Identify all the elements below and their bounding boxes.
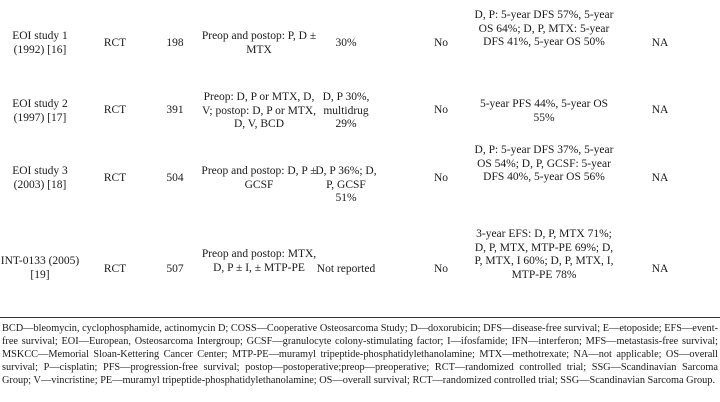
table-bottom-rule (0, 317, 720, 318)
regimen-cell: Preop: D, P or MTX, D, V; postop: D, P or MTX, D, V, BCD (201, 91, 317, 130)
patients-cell: 391 (166, 104, 184, 116)
response-cell: Not reported (316, 263, 376, 275)
outcome-cell: 5-year PFS 44%, 5-year OS 55% (479, 98, 609, 124)
design-cell: RCT (103, 104, 127, 116)
study-cell: EOI study 1 (1992) [16] (12, 30, 68, 56)
flag-cell: No (433, 37, 449, 49)
study-cell: EOI study 2 (1997) [17] (12, 98, 68, 124)
abbreviations-footnote: BCD—bleomycin, cyclophosphamide, actinomycin D; COSS—Cooperative Osteosarcoma Study; D—doxorubicin; DFS—disease-free survival; E—etoposide; EFS—event-free survival; EOI—European, Osteosarcoma Intergroup; GCSF—granulocyte colony-stimulating factor; I—ifosfamide; IFN—interferon; MFS—metastasis-free survival; MSKCC—Memorial Sloan-Kettering Cancer Center; MTP-PE—muramyl tripeptide-phosphatidylethanolamine; MTX—methotrexate; NA—not applicable; OS—overall survival; P—cisplatin; PFS—progression-free survival; postop—postoperative;preop—preoperative; RCT—randomized controlled trial; SSG—Scandinavian Sarcoma Group; V—vincristine; PE—muramyl tripeptide-phosphatidylethanolamine; OS—overall survival; RCT—randomized controlled trial; SSG—Scandinavian Sarcoma Group. (2, 323, 718, 386)
other-cell: NA (651, 37, 669, 49)
other-cell: NA (651, 104, 669, 116)
flag-cell: No (433, 263, 449, 275)
response-cell: D, P 36%; D, P, GCSF 51% (315, 165, 377, 204)
outcome-cell: 3-year EFS: D, P, MTX 71%; D, P, MTX, MTP-PE 69%; D, P, MTX, I 60%; D, P, MTX, I, MTP-PE 78% (474, 228, 614, 281)
study-cell: EOI study 3 (2003) [18] (12, 165, 68, 191)
patients-cell: 198 (166, 37, 184, 49)
regimen-cell: Preop and postop: MTX, D, P ± I, ± MTP-PE (201, 248, 317, 274)
other-cell: NA (651, 263, 669, 275)
patients-cell: 507 (166, 263, 184, 275)
response-cell: D, P 30%, multidrug 29% (322, 91, 370, 130)
response-cell: 30% (335, 37, 357, 49)
design-cell: RCT (103, 37, 127, 49)
outcome-cell: D, P: 5-year DFS 37%, 5-year OS 54%; D, P, GCSF: 5-year DFS 40%, 5-year OS 56% (474, 144, 614, 183)
design-cell: RCT (103, 263, 127, 275)
study-cell: INT-0133 (2005) [19] (0, 255, 80, 281)
flag-cell: No (433, 104, 449, 116)
design-cell: RCT (103, 172, 127, 184)
regimen-cell: Preop and postop: P, D ± MTX (201, 30, 317, 56)
flag-cell: No (433, 172, 449, 184)
patients-cell: 504 (166, 172, 184, 184)
regimen-cell: Preop and postop: D, P ± GCSF (201, 165, 317, 191)
other-cell: NA (651, 172, 669, 184)
outcome-cell: D, P: 5-year DFS 57%, 5-year OS 64%; D, P, MTX: 5-year DFS 41%, 5-year OS 50% (474, 9, 614, 48)
